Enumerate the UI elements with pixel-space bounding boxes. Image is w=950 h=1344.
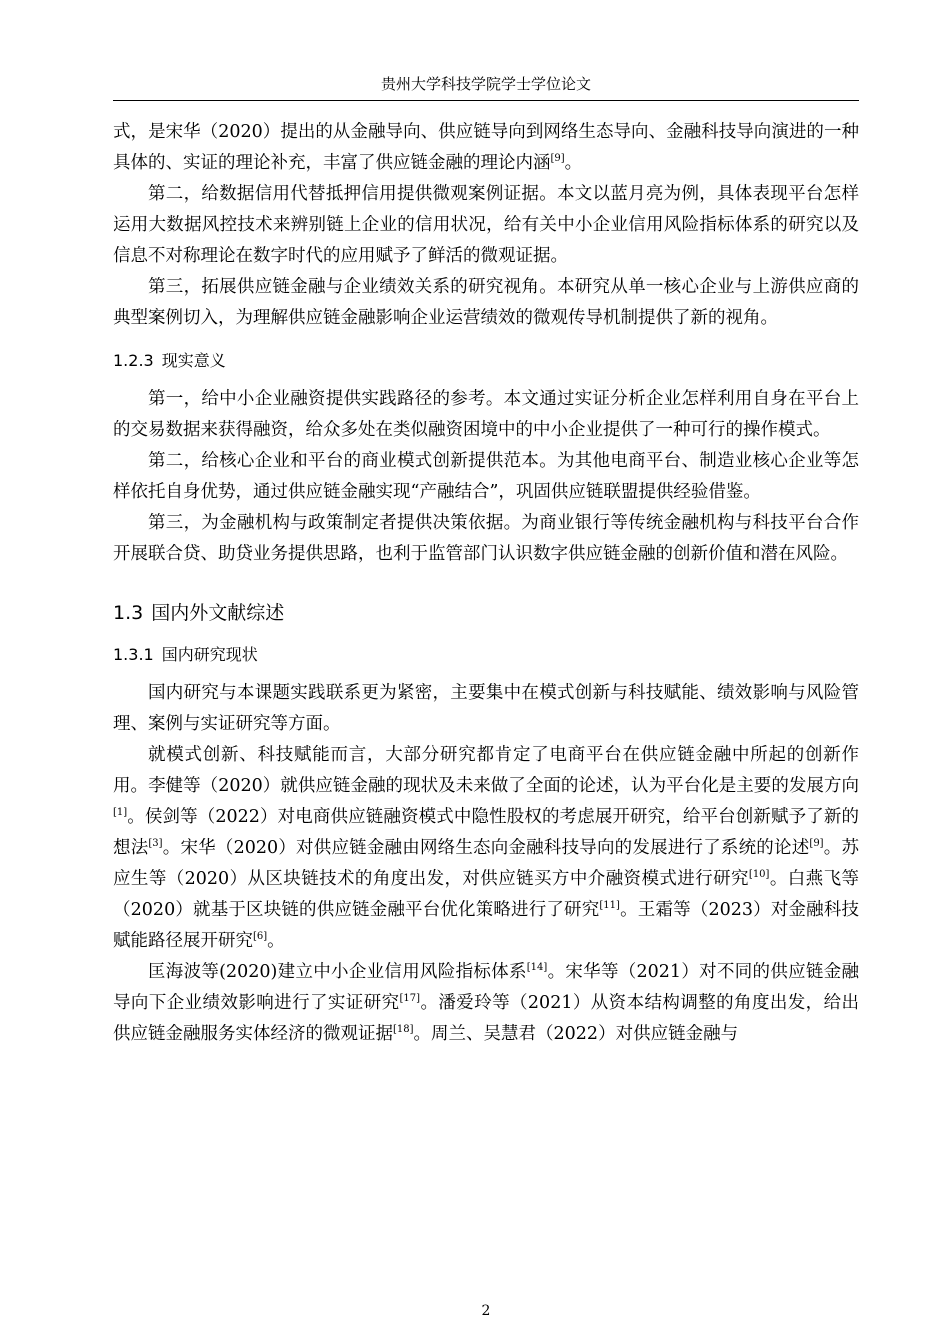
citation: [9] (809, 838, 824, 849)
running-header: 贵州大学科技学院学士学位论文 (380, 75, 591, 93)
citation: [10] (748, 869, 770, 880)
paragraph-text: 。宋华（2020）对供应链金融由网络生态向金融科技导向的发展进行了系统的论述 (162, 838, 810, 858)
paragraph-domestic-performance (113, 957, 859, 1050)
section-title: 国内外文献综述 (151, 602, 285, 624)
citation: [17] (399, 993, 421, 1004)
page-body (113, 117, 859, 1050)
paragraph-text: 式，是宋华（2020）提出的从金融导向、供应链导向到网络生态导向、金融科技导向演进的一种具体的、实证的理论补充，丰富了供应链金融的理论内涵 (113, 122, 859, 173)
paragraph-text: 。潘爱玲等（2021）从资本结构调整的角度出发，给出供应链金融服务实体经济的微观证据 (113, 993, 859, 1044)
citation: [3] (148, 838, 163, 849)
paragraph-text: 。侯剑等（2022）对电商供应链融资模式中隐性股权的考虑展开研究，给平台创新赋予了新的想法 (113, 807, 859, 858)
paragraph-text: 。周兰、吴慧君（2022）对供应链金融与 (413, 1024, 739, 1044)
paragraph-theory-third: 第三，拓展供应链金融与企业绩效关系的研究视角。本研究从单一核心企业与上游供应商的典型案例切入，为理解供应链金融影响企业运营绩效的微观传导机制提供了新的视角。 (113, 277, 859, 328)
section-number: 1.2.3 (113, 351, 154, 370)
section-number: 1.3.1 (113, 645, 154, 664)
citation: [14] (526, 962, 548, 973)
paragraph-text: 。白燕飞等（2020）就基于区块链的供应链金融平台优化策略进行了研究 (113, 869, 859, 920)
section-heading-1-3-1 (113, 644, 859, 666)
paragraph-text: 。 (267, 931, 285, 951)
citation: [11] (599, 900, 620, 911)
paragraph-text: 就模式创新、科技赋能而言，大部分研究都肯定了电商平台在供应链金融中所起的创新作用。李健等（2020）就供应链金融的现状及未来做了全面的论述，认为平台化是主要的发展方向 (113, 745, 859, 796)
header-rule (113, 100, 859, 101)
paragraph-theory-second: 第二，给数据信用代替抵押信用提供微观案例证据。本文以蓝月亮为例，具体表现平台怎样运用大数据风控技术来辨别链上企业的信用状况，给有关中小企业信用风险指标体系的研究以及信息不对称理论在数字时代的应用赋予了鲜活的微观证据。 (113, 184, 859, 266)
paragraph-practice-third: 第三，为金融机构与政策制定者提供决策依据。为商业银行等传统金融机构与科技平台合作开展联合贷、助贷业务提供思路，也利于监管部门认识数字供应链金融的创新价值和潜在风险。 (113, 513, 859, 564)
paragraph-continuation (113, 117, 859, 179)
paragraph-text: 。宋华等（2021）对不同的供应链金融导向下企业绩效影响进行了实证研究 (113, 962, 859, 1013)
citation: [1] (113, 807, 128, 818)
paragraph-text: 。苏应生等（2020）从区块链技术的角度出发，对供应链买方中介融资模式进行研究 (113, 838, 859, 889)
paragraph-practice-first: 第一，给中小企业融资提供实践路径的参考。本文通过实证分析企业怎样利用自身在平台上的交易数据来获得融资，给众多处在类似融资困境中的中小企业提供了一种可行的操作模式。 (113, 389, 859, 440)
citation: [9] (550, 153, 565, 164)
paragraph-text: 匡海波等(2020)建立中小企业信用风险指标体系 (148, 962, 527, 982)
section-title: 现实意义 (161, 351, 226, 370)
citation: [18] (393, 1024, 414, 1035)
section-heading-1-3 (113, 600, 859, 626)
paragraph-practice-second: 第二，给核心企业和平台的商业模式创新提供范本。为其他电商平台、制造业核心企业等怎样依托自身优势，通过供应链金融实现“产融结合”，巩固供应链联盟提供经验借鉴。 (113, 451, 859, 502)
page-number: 2 (481, 1303, 491, 1319)
paragraph-text: 。 (564, 153, 583, 173)
section-title: 国内研究现状 (161, 645, 258, 664)
citation: [6] (253, 931, 268, 942)
paragraph-text: 。王霜等（2023）对金融科技赋能路径展开研究 (113, 900, 859, 951)
section-heading-1-2-3 (113, 350, 859, 372)
paragraph-domestic-innovation (113, 740, 859, 957)
section-number: 1.3 (113, 602, 144, 624)
paragraph-domestic-intro: 国内研究与本课题实践联系更为紧密，主要集中在模式创新与科技赋能、绩效影响与风险管理、案例与实证研究等方面。 (113, 683, 859, 734)
